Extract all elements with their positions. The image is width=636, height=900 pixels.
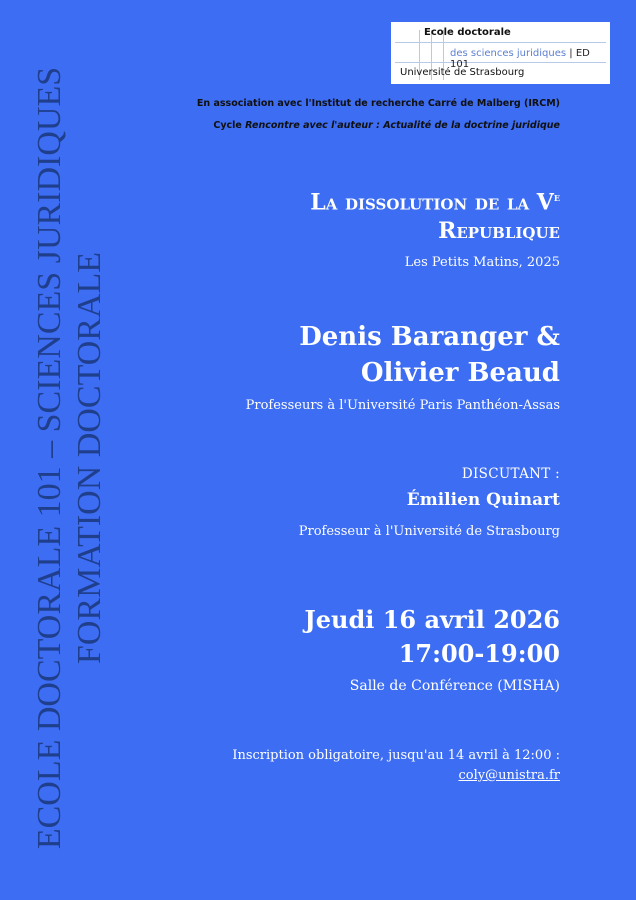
cycle-prefix: Cycle <box>213 120 246 131</box>
cycle-title: Rencontre avec l'auteur : Actualité de la doctrine juridique <box>245 120 560 131</box>
event-time: 17:00-19:00 <box>398 639 560 668</box>
side-banner-line1: ECOLE DOCTORALE 101 – SCIENCES JURIDIQUES <box>31 66 68 850</box>
speakers-line1: Denis Baranger & <box>299 322 560 352</box>
registration-email-link[interactable]: coly@unistra.fr <box>458 768 560 783</box>
logo-line2-code: | ED 101 <box>450 48 590 70</box>
cycle-line <box>213 120 560 131</box>
side-banner <box>30 28 110 888</box>
logo-line3: Université de Strasbourg <box>400 67 525 78</box>
discussant-name: Émilien Quinart <box>406 490 560 510</box>
association-line: En association avec l'Institut de recherche Carré de Malberg (IRCM) <box>196 98 560 109</box>
registration-email-row <box>458 766 560 786</box>
event-date: Jeudi 16 avril 2026 <box>304 605 560 634</box>
side-banner-line2: FORMATION DOCTORALE <box>71 251 108 665</box>
speakers-affiliation: Professeurs à l'Université Paris Panthéon-Assas <box>245 398 560 413</box>
discussant-affiliation: Professeur à l'Université de Strasbourg <box>298 524 560 539</box>
book-title-text: La dissolution de la V <box>310 189 554 216</box>
logo-rule <box>395 42 606 43</box>
book-title-sup: e <box>553 190 560 204</box>
book-title-line2: Republique <box>438 218 560 244</box>
logo-line1: Ecole doctorale <box>424 27 511 38</box>
book-publisher: Les Petits Matins, 2025 <box>404 255 560 270</box>
ed101-logo <box>391 22 610 84</box>
event-venue: Salle de Conférence (MISHA) <box>349 678 560 694</box>
registration-text: Inscription obligatoire, jusqu'au 14 avril à 12:00 : <box>232 748 560 763</box>
speakers-line2: Olivier Beaud <box>360 358 560 388</box>
discussant-label: DISCUTANT : <box>461 466 560 482</box>
logo-line2-text: des sciences juridiques <box>450 48 567 59</box>
